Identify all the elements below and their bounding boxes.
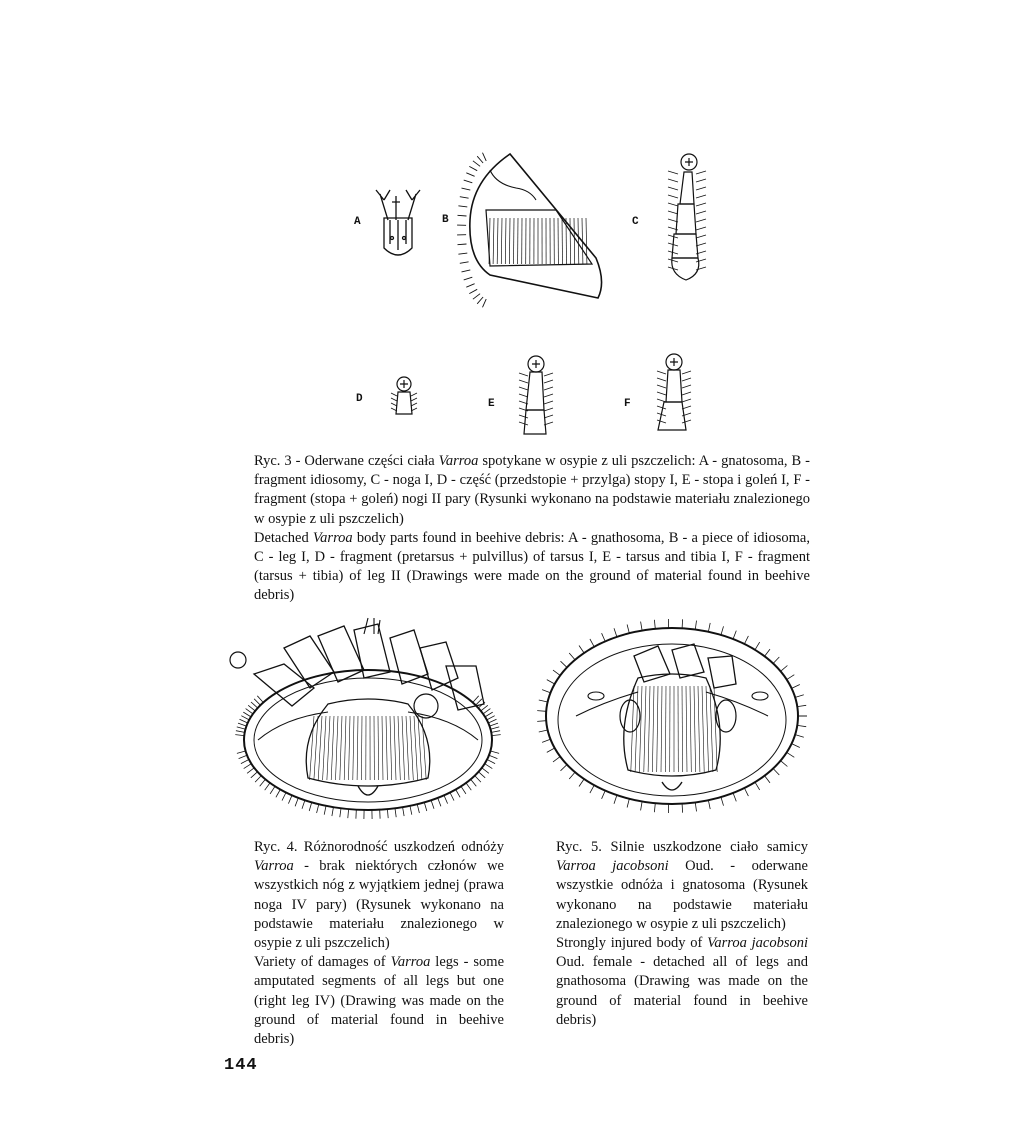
figure-5-caption-polish: Ryc. 5. Silnie uszkodzone ciało samicy Varroa jacobsoni Oud. - oderwane wszystkie odnóża i gnatosoma (Rysunek wykonano na podstawie materiału znalezionego w osypie z uli pszczelich) (556, 839, 808, 932)
panel-label-e: E (488, 398, 495, 410)
panel-label-c: C (632, 216, 639, 228)
figure-5-caption (556, 838, 808, 1030)
gnathosoma-drawing (340, 140, 700, 440)
figure-5-caption-english: Strongly injured body of Varroa jacobsoni Oud. female - detached all of legs and gnathosoma (Drawing was made on the ground of material found in beehive debris) (556, 935, 808, 1028)
figure-5-drawing (538, 616, 808, 816)
figure-4-caption (254, 838, 504, 1049)
legless-mite-body-drawing (538, 616, 808, 816)
figure-3-caption-english: Detached Varroa body parts found in beehive debris: A - gnathosoma, B - a piece of idiosoma, C - leg I, D - fragment (pretarsus + pulvillus) of tarsus I, E - tarsus and tibia I, F - fragment (tarsus + tibia) of leg II (Drawings were made on the ground of material found in beehive debris) (254, 529, 810, 604)
panel-label-f: F (624, 398, 631, 410)
figure-4-drawing (214, 608, 514, 818)
damaged-legs-mite-drawing (214, 608, 514, 818)
figure-4-caption-english: Variety of damages of Varroa legs - some amputated segments of all legs but one (right leg IV) (Drawing was made on the ground of material found in beehive debris) (254, 954, 505, 1048)
figure-3-caption (254, 452, 810, 606)
figure-3-caption-polish: Ryc. 3 - Oderwane części ciała Varroa spotykane w osypie z uli pszczelich: A - gnatosoma, B - fragment idiosomy, C - noga I, D - część (przedstopie + przylga) stopy I, E - stopa i goleń I, F - fragment (stopa + goleń) nogi II pary (Rysunki wykonano na podstawie materiału znalezionego w osypie z uli pszczelich) (254, 453, 810, 527)
panel-label-a: A (354, 216, 361, 228)
figure-4-caption-polish: Ryc. 4. Różnorodność uszkodzeń odnóży Varroa - brak niektórych członów we wszystkich nóg z wyjątkiem jednej (prawa noga IV pary) (Rysunek wykonano na podstawie materiału znalezionego w osypie z uli pszczelich) (254, 839, 504, 952)
page-number: 144 (224, 1056, 258, 1075)
panel-label-b: B (442, 214, 449, 226)
figure-3-drawings (340, 140, 700, 440)
panel-label-d: D (356, 393, 363, 405)
